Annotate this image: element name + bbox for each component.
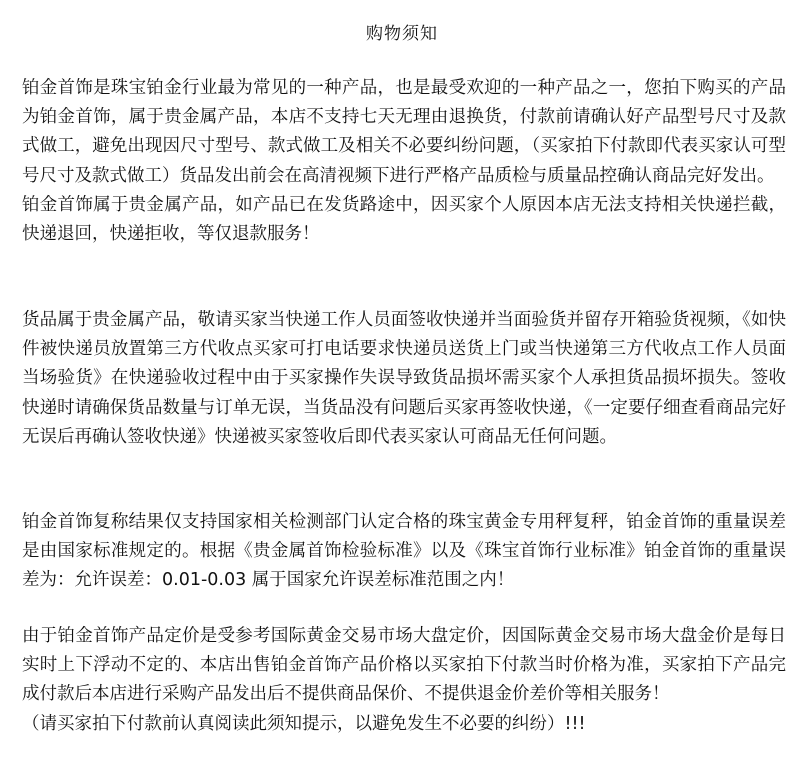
section-pricing	[22, 622, 786, 739]
section-return-policy	[22, 74, 786, 249]
paragraph-inspection: 货品属于贵金属产品，敬请买家当快递工作人员面签收快递并当面验货并留存开箱验货视频，《如快件被快递员放置第三方代收点买家可打电话要求快递员送货上门或当快递第三方代收点工作人员面当场验货》在快递验收过程中由于买家操作失误导致货品损坏需买家个人承担货品损坏损失。签收快递时请确保货品数量与订单无误，当货品没有问题后买家再签收快递，《一定要仔细查看商品完好无误后再确认签收快递》快递被买家签收后即代表买家认可商品无任何问题。	[22, 310, 786, 447]
paragraph-product-return: 铂金首饰是珠宝铂金行业最为常见的一种产品，也是最受欢迎的一种产品之一，您拍下购买的产品为铂金首饰，属于贵金属产品，本店不支持七天无理由退换货，付款前请确认好产品型号尺寸及款式做工，避免出现因尺寸型号、款式做工及相关不必要纠纷问题，（买家拍下付款即代表买家认可型号尺寸及款式做工）货品发出前会在高清视频下进行严格产品质检与质量品控确认商品完好发出。	[22, 78, 786, 186]
document-title: 购物须知	[366, 24, 438, 44]
paragraph-pricing: 由于铂金首饰产品定价是受参考国际黄金交易市场大盘定价，因国际黄金交易市场大盘金价是每日实时上下浮动不定的、本店出售铂金首饰产品价格以买家拍下付款当时价格为准，买家拍下产品完成付款后本店进行采购产品发出后不提供商品保价、不提供退金价差价等相关服务！	[22, 626, 786, 705]
paragraph-weight: 铂金首饰复称结果仅支持国家相关检测部门认定合格的珠宝黄金专用秤复秤，铂金首饰的重量误差是由国家标准规定的。根据《贵金属首饰检验标准》以及《珠宝首饰行业标准》铂金首饰的重量误差为：允许误差：0.01-0.03 属于国家允许误差标准范围之内！	[22, 512, 786, 591]
section-weight-tolerance	[22, 508, 786, 596]
paragraph-reminder: （请买家拍下付款前认真阅读此须知提示，以避免发生不必要的纠纷）!!!	[22, 713, 586, 734]
section-delivery-inspection	[22, 306, 786, 452]
paragraph-no-intercept: 铂金首饰属于贵金属产品，如产品已在发货路途中，因买家个人原因本店无法支持相关快递拦截，快递退回，快递拒收，等仅退款服务！	[22, 194, 786, 245]
